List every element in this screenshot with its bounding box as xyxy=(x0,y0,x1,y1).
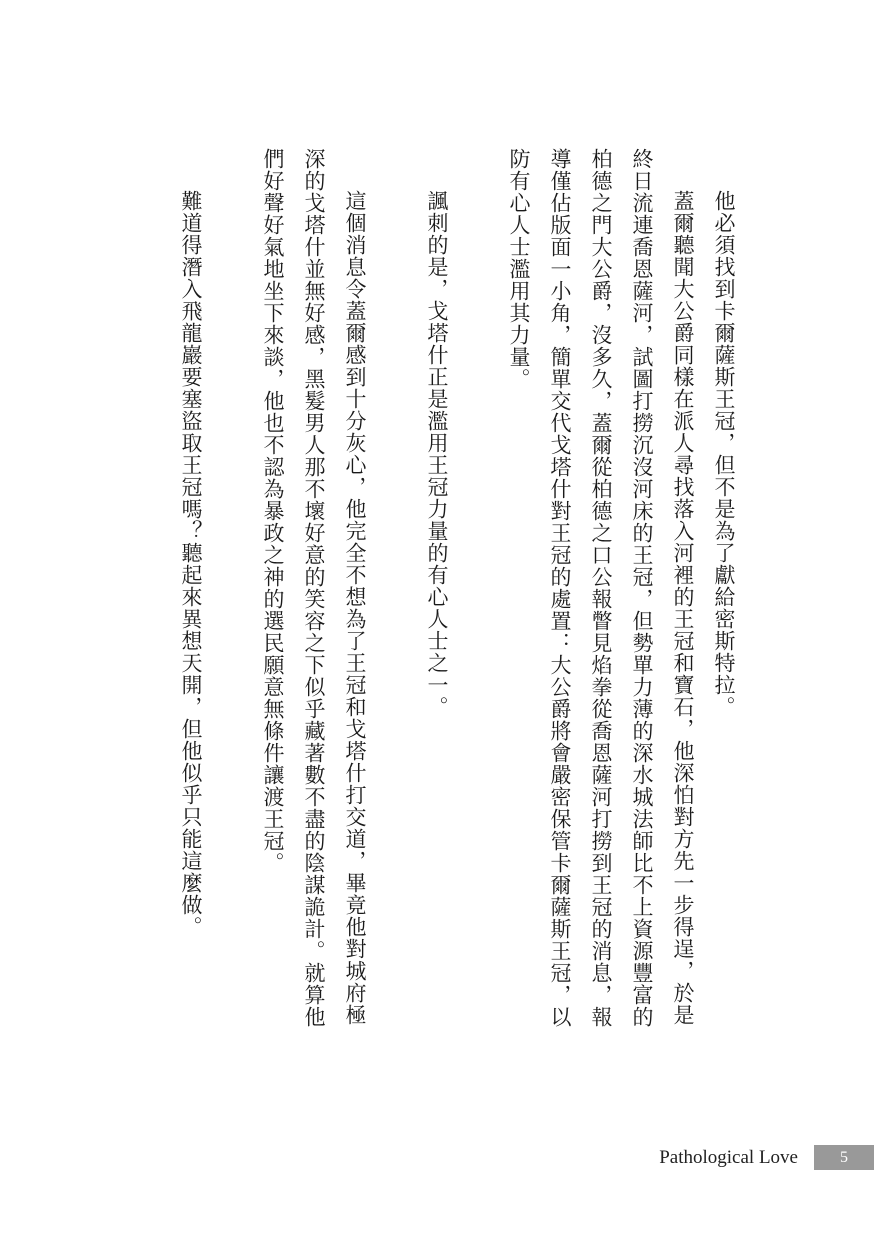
paragraph: 諷刺的是，戈塔什正是濫用王冠力量的有心人士之一。 xyxy=(425,190,449,718)
paragraph: 蓋爾聽聞大公爵同樣在派人尋找落入河裡的王冠和寶石，他深怕對方先一步得逞，於是終日流連喬恩薩河，試圖打撈沉沒河床的王冠，但勢單力薄的深水城法師比不上資源豐富的柏德之門大公爵，沒多久，蓋爾從柏德之口公報瞥見焰拳從喬恩薩河打撈到王冠的消息，報導僅佔版面一小角，簡單交代戈塔什對王冠的處置：大公爵將會嚴密保管卡爾薩斯王冠，以防有心人士濫用其力量。 xyxy=(507,148,695,1028)
paragraph: 這個消息令蓋爾感到十分灰心，他完全不想為了王冠和戈塔什打交道，畢竟他對城府極深的戈塔什並無好感，黑髮男人那不壞好意的笑容之下似乎藏著數不盡的陰謀詭計。就算他們好聲好氣地坐下來談，他也不認為暴政之神的選民願意無條件讓渡王冠。 xyxy=(261,148,367,1028)
footer-book-title: Pathological Love xyxy=(659,1147,798,1168)
page-number: 5 xyxy=(814,1145,874,1170)
paragraph: 他必須找到卡爾薩斯王冠，但不是為了獻給密斯特拉。 xyxy=(712,190,736,718)
body-text xyxy=(129,148,744,1028)
paragraph: 難道得潛入飛龍巖要塞盜取王冠嗎？聽起來異想天開，但他似乎只能這麼做。 xyxy=(179,190,203,938)
